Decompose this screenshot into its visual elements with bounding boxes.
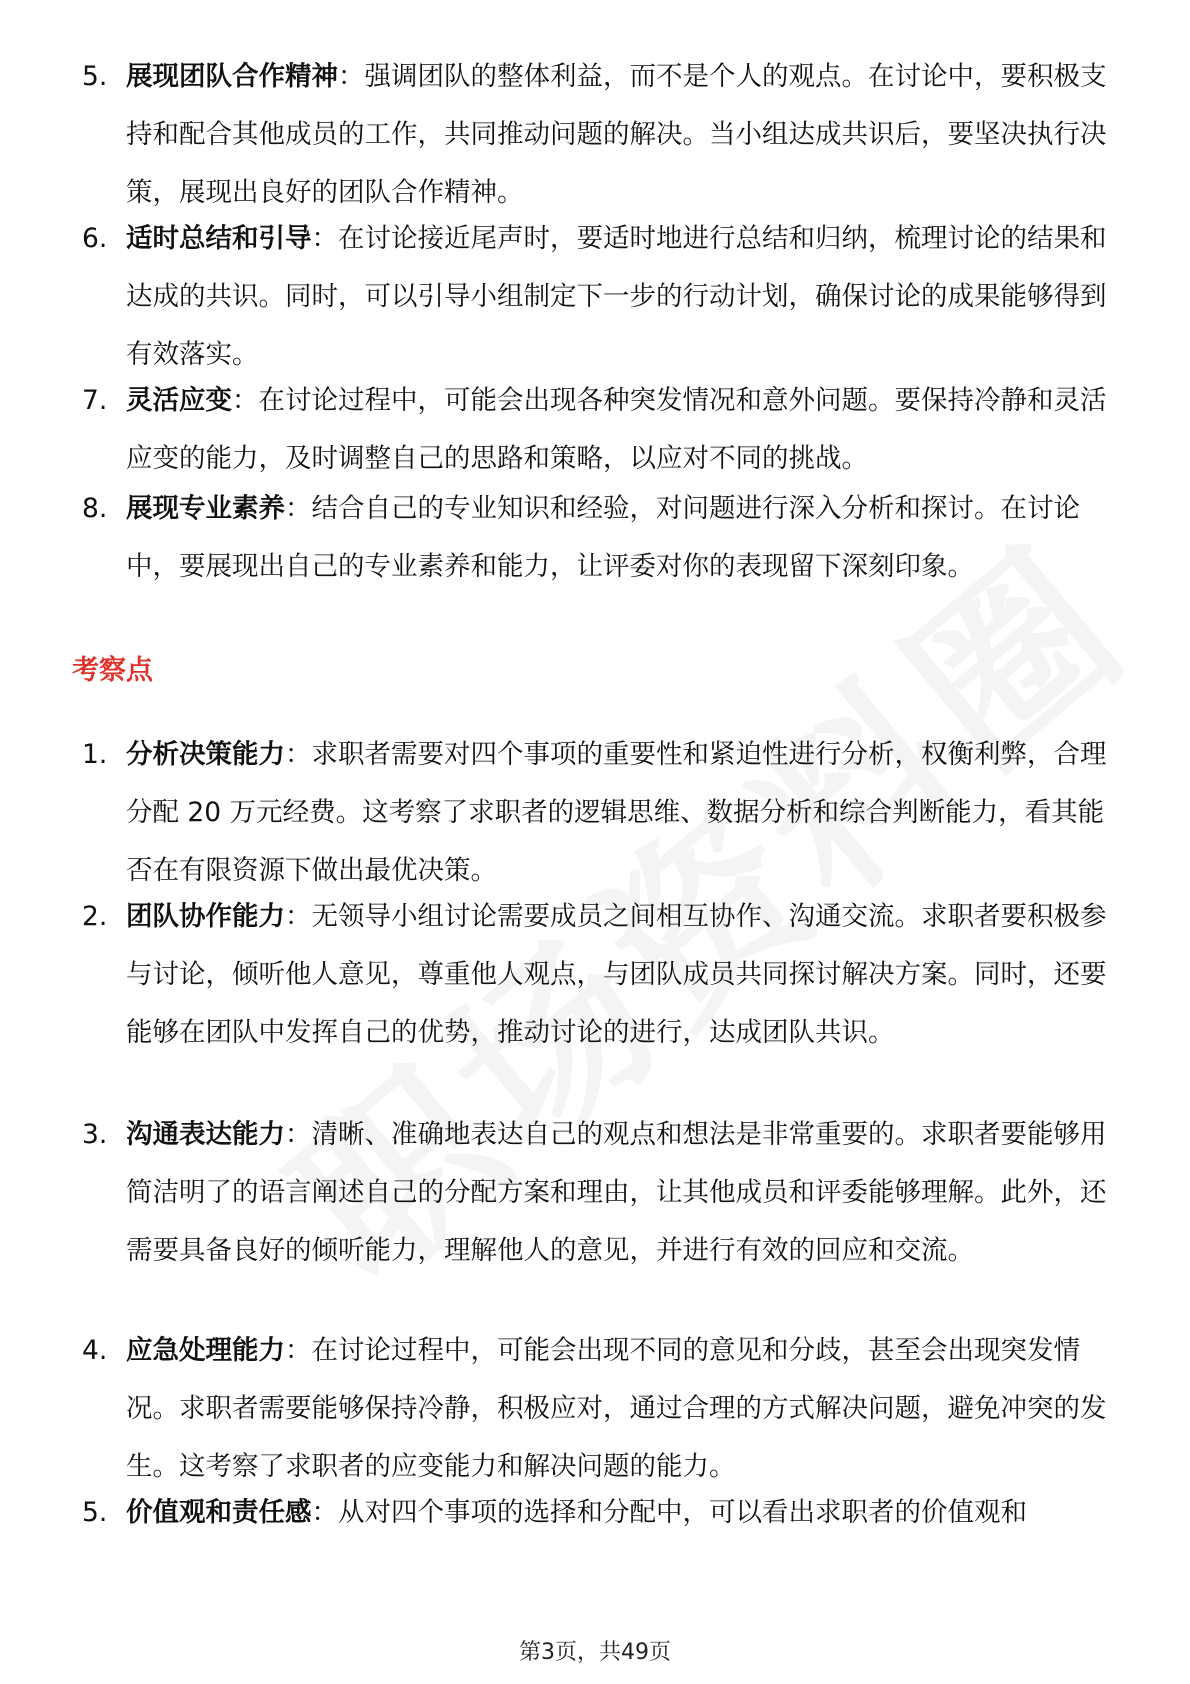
list-term: 应急处理能力 bbox=[126, 1335, 285, 1366]
list-term: 展现专业素养 bbox=[126, 493, 285, 524]
list-number: 1. bbox=[82, 739, 108, 770]
list-number: 4. bbox=[82, 1335, 108, 1366]
list-item bbox=[82, 48, 1122, 222]
list-text: ：从对四个事项的选择和分配中，可以看出求职者的价值观和 bbox=[311, 1497, 1027, 1528]
list-text: ：清晰、准确地表达自己的观点和想法是非常重要的。求职者要能够用简洁明了的语言阐述自己的分配方案和理由，让其他成员和评委能够理解。此外，还需要具备良好的倾听能力，理解他人的意见，并进行有效的回应和交流。 bbox=[126, 1119, 1107, 1266]
list-text: ：在讨论过程中，可能会出现各种突发情况和意外问题。要保持冷静和灵活应变的能力，及时调整自己的思路和策略，以应对不同的挑战。 bbox=[126, 385, 1107, 474]
list-item bbox=[82, 1484, 1122, 1542]
section-title: 考察点 bbox=[72, 655, 153, 686]
list-text: ：在讨论接近尾声时，要适时地进行总结和归纳，梳理讨论的结果和达成的共识。同时，可以引导小组制定下一步的行动计划，确保讨论的成果能够得到有效落实。 bbox=[126, 223, 1107, 370]
list-number: 8. bbox=[82, 493, 108, 524]
list-text: ：强调团队的整体利益，而不是个人的观点。在讨论中，要积极支持和配合其他成员的工作，共同推动问题的解决。当小组达成共识后，要坚决执行决策，展现出良好的团队合作精神。 bbox=[126, 61, 1107, 208]
list-item bbox=[82, 726, 1122, 900]
list-text: ：在讨论过程中，可能会出现不同的意见和分歧，甚至会出现突发情况。求职者需要能够保持冷静，积极应对，通过合理的方式解决问题，避免冲突的发生。这考察了求职者的应变能力和解决问题的能力。 bbox=[126, 1335, 1107, 1482]
list-item bbox=[82, 372, 1122, 488]
list-text: ：结合自己的专业知识和经验，对问题进行深入分析和探讨。在讨论中，要展现出自己的专业素养和能力，让评委对你的表现留下深刻印象。 bbox=[126, 493, 1080, 582]
list-item bbox=[82, 1106, 1122, 1280]
list-term: 展现团队合作精神 bbox=[126, 61, 338, 92]
list-item bbox=[82, 210, 1122, 384]
list-item bbox=[82, 1322, 1122, 1496]
list-term: 分析决策能力 bbox=[126, 739, 285, 770]
list-text: ：无领导小组讨论需要成员之间相互协作、沟通交流。求职者要积极参与讨论，倾听他人意见，尊重他人观点，与团队成员共同探讨解决方案。同时，还要能够在团队中发挥自己的优势，推动讨论的进行，达成团队共识。 bbox=[126, 901, 1107, 1048]
list-term: 团队协作能力 bbox=[126, 901, 285, 932]
list-item bbox=[82, 480, 1122, 596]
list-number: 5. bbox=[82, 61, 108, 92]
page-number: 第3页，共49页 bbox=[519, 1640, 671, 1665]
list-number: 7. bbox=[82, 385, 108, 416]
list-text: ：求职者需要对四个事项的重要性和紧迫性进行分析，权衡利弊，合理分配 20 万元经费。这考察了求职者的逻辑思维、数据分析和综合判断能力，看其能否在有限资源下做出最优决策。 bbox=[126, 739, 1107, 886]
list-item bbox=[82, 888, 1122, 1062]
list-number: 2. bbox=[82, 901, 108, 932]
list-term: 适时总结和引导 bbox=[126, 223, 312, 254]
list-term: 沟通表达能力 bbox=[126, 1119, 285, 1150]
list-number: 3. bbox=[82, 1119, 108, 1150]
list-number: 6. bbox=[82, 223, 108, 254]
list-term: 价值观和责任感 bbox=[126, 1497, 312, 1528]
list-term: 灵活应变 bbox=[126, 385, 232, 416]
list-number: 5. bbox=[82, 1497, 108, 1528]
